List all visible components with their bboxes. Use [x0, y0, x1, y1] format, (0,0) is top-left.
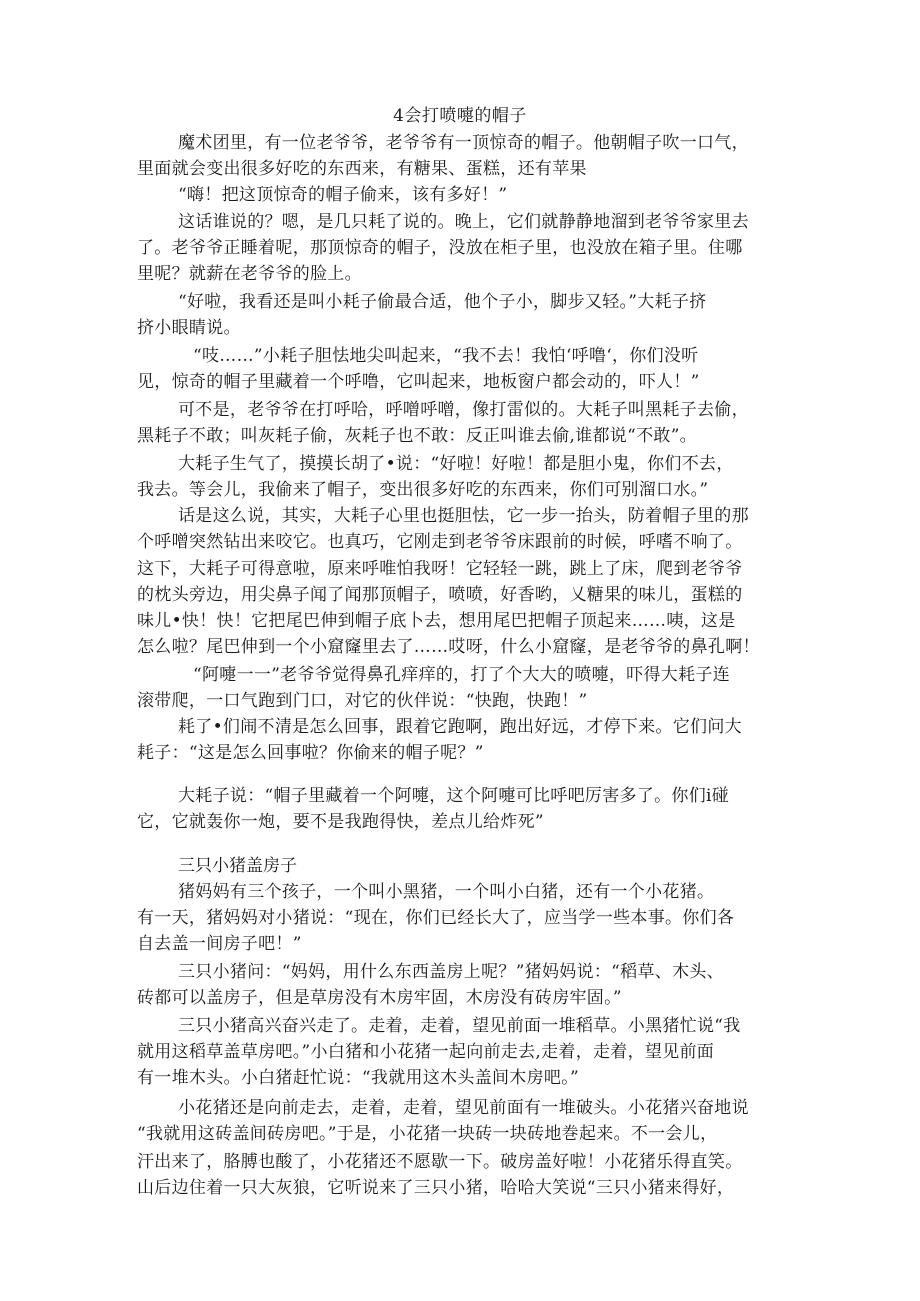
paragraph-line: 了。老爷爷正睡着呢，那顶惊奇的帽子，没放在柜子里，也没放在箱子里。住哪 [137, 238, 743, 258]
paragraph-line: 有一堆木头。小白猪赶忙说：“我就用这木头盖间木房吧。” [137, 1068, 579, 1088]
paragraph-line: 大耗子说：“帽子里藏着一个阿嚏，这个阿嚏可比呼吧厉害多了。你们i碰 [178, 786, 730, 806]
story-title: 4会打喷嚏的帽子 [393, 106, 527, 126]
paragraph-line: “阿嚏一一”老爷爷觉得鼻孔痒痒的，打了个大大的喷嚏，吓得大耗子连 [193, 665, 730, 685]
paragraph-line: “好啦，我看还是叫小耗子偷最合适，他个子小，脚步又轻。”大耗子挤 [178, 292, 707, 312]
paragraph-line: “吱……”小耗子胆怯地尖叫起来，“我不去！我怕‘呼噜‘，你们没听 [193, 346, 699, 366]
paragraph-line: 挤小眼睛说。 [137, 318, 241, 338]
story-title: 三只小猪盖房子 [178, 856, 297, 876]
paragraph-line: 三只小猪问：“妈妈，用什么东西盖房上呢？”猪妈妈说：“稻草、木头、 [178, 962, 724, 982]
paragraph-line: 汗出来了，胳膊也酸了，小花猪还不愿歇一下。破房盖好啦！小花猪乐得直笑。 [137, 1152, 743, 1172]
paragraph-line: 自去盖一间房子吧！” [137, 934, 302, 954]
paragraph-line: 我去。等会儿，我偷来了帽子，变出很多好吃的东西来，你们可别溜口水。” [137, 480, 709, 500]
paragraph-line: 里面就会变出很多好吃的东西来，有糖果、蛋糕，还有苹果 [137, 159, 587, 179]
paragraph-line: 就用这稻草盖草房吧。”小白猪和小花猪一起向前走去,走着，走着，望见前面 [137, 1042, 715, 1062]
paragraph-line: 滚带爬，一口气跑到门口，对它的伙伴说：“快跑，快跑！” [137, 691, 588, 711]
paragraph-line: 的枕头旁边，用尖鼻子闻了闻那顶帽子，喷喷，好香哟，乂糖果的味儿，蛋糕的 [137, 585, 743, 605]
paragraph-line: 味儿•快！快！它把尾巴伸到帽子底卜去，想用尾巴把帽子顶起来……咦，这是 [137, 611, 736, 631]
paragraph-line: 大耗子生气了，摸摸长胡了•说：“好啦！好啦！都是胆小鬼，你们不去， [178, 454, 734, 474]
paragraph-line: 里呢？就薪在老爷爷的脸上。 [137, 264, 362, 284]
paragraph-line: 耗了•们闹不清是怎么回事，跟着它跑啊，跑出好远，才停下来。它们问大 [178, 717, 742, 737]
paragraph-line: 可不是，老爷爷在打呼哈，呼噌呼噌，像打雷似的。大耗子叫黑耗子去偷， [178, 400, 749, 420]
paragraph-line: 怎么啦？尾巴伸到一个小窟窿里去了……哎呀，什么小窟窿，是老爷爷的鼻孔啊！ [137, 637, 760, 657]
paragraph-line: 魔术团里，有一位老爷爷，老爷爷有一顶惊奇的帽子。他朝帽子吹一口气， [178, 133, 749, 153]
paragraph-line: 话是这么说，其实，大耗子心里也挺胆怯，它一步一抬头，防着帽子里的那 [178, 506, 749, 526]
paragraph-line: 见，惊奇的帽子里藏着一个呼噜，它叫起来，地板窗户都会动的，吓人！” [137, 372, 700, 392]
paragraph-line: 猪妈妈有三个孩子，一个叫小黑猪，一个叫小白猪，还有一个小花猪。 [178, 882, 715, 902]
paragraph-line: 这下，大耗子可得意啦，原来呼唯怕我呀！它轻轻一跳，跳上了床，爬到老爷爷 [137, 559, 743, 579]
paragraph-line: 山后边住着一只大灰狼，它听说来了三只小猪，哈哈大笑说“三只小猪来得好， [137, 1178, 735, 1198]
paragraph-line: 黑耗子不敢；叫灰耗子偷，灰耗子也不敢：反正叫谁去偷,谁都说“不敢”。 [137, 426, 697, 446]
paragraph-line: “嗨！把这顶惊奇的帽子偷来，该有多好！” [178, 185, 508, 205]
paragraph-line: 三只小猪高兴奋兴走了。走着，走着，望见前面一堆稻草。小黑猪忙说“我 [178, 1016, 741, 1036]
paragraph-line: 砖都可以盖房子，但是草房没有木房牢固，木房没有砖房牢固。” [137, 988, 622, 1008]
paragraph-line: “我就用这砖盖间砖房吧。”于是，小花猪一块砖一块砖地巻起来。不一会儿， [137, 1124, 718, 1144]
paragraph-line: 小花猪还是向前走去，走着，走着，望见前面有一堆破头。小花猪兴奋地说 [178, 1098, 749, 1118]
paragraph-line: 它，它就轰你一炮，要不是我跑得快，差点儿给炸死” [137, 812, 544, 832]
paragraph-line: 有一天，猪妈妈对小猪说：“现在，你们已经长大了，应当学一些本事。你们各 [137, 908, 735, 928]
paragraph-line: 个呼噌突然钻出来咬它。也真巧，它刚走到老爷爷床跟前的时候，呼嗜不响了。 [137, 532, 743, 552]
paragraph-line: 耗子：“这是怎么回事啦？你偷来的帽子呢？” [137, 743, 484, 763]
paragraph-line: 这话谁说的？嗯，是几只耗了说的。晚上，它们就静静地溜到老爷爷家里去 [178, 212, 749, 232]
